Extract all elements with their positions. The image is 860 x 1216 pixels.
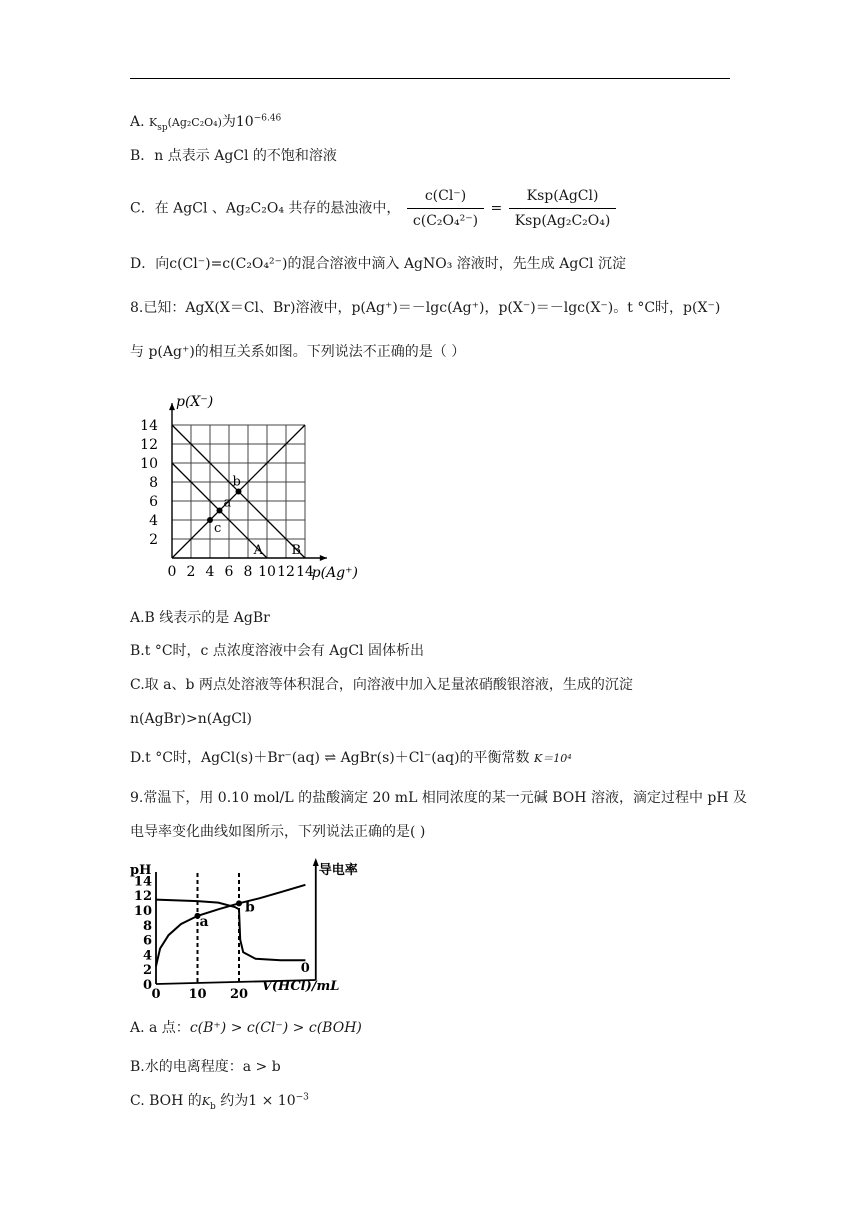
fraction-ion-ratio: $\frac{c(Cl^-)}{\text{c(C₂O₄²⁻)}}$: [407, 186, 484, 231]
y-axis-label: p(X⁻): [176, 394, 214, 410]
point-label: a: [199, 913, 209, 930]
q9-option-b: B.水的电离程度：a > b: [130, 1059, 281, 1075]
x-tick-label: 8: [243, 564, 253, 580]
y-tick-label: 4: [149, 513, 158, 529]
y-tick-label: 8: [142, 918, 152, 934]
y-tick-label: 8: [149, 475, 158, 491]
y-tick-label: 12: [140, 437, 158, 453]
x-tick-label: 0: [167, 564, 177, 580]
point-label: a: [223, 495, 232, 511]
y2-tick-label: 0: [300, 961, 310, 976]
x-axis-label: V(HCl)/mL: [261, 979, 340, 994]
q7-option-c: C．在 AgCl 、Ag₂C₂O₄ 共存的悬浊液中， $\frac{c(Cl^-)}{\text{c(C₂O₄²⁻)}}$ = $\frac{\text{Ksp(AgCl)}}{\text{Ksp(Ag₂C₂O₄)}}$: [130, 186, 618, 231]
y-tick-label: 14: [140, 418, 158, 434]
y-axis-arrow: [169, 403, 175, 410]
x-tick-label: 6: [224, 564, 234, 580]
q8-option-a: A.B 线表示的是 AgBr: [130, 610, 270, 626]
y-tick-label: 12: [133, 889, 152, 905]
data-point: [236, 900, 242, 906]
header-rule: [130, 78, 730, 79]
point-label: c: [214, 521, 222, 536]
q8-option-c-line2: n(AgBr)>n(AgCl): [130, 711, 252, 727]
y-tick-label: 6: [149, 494, 158, 510]
x-axis-label: p(Ag⁺): [311, 565, 359, 581]
x-tick-label: 4: [205, 564, 215, 580]
q7-option-b: B．n 点表示 AgCl 的不饱和溶液: [130, 148, 337, 164]
q8-option-d: D.t °C时，AgCl(s)＋Br⁻(aq) ⇌ AgBr(s)＋Cl⁻(aq)的平衡常数 K＝10⁴: [130, 750, 572, 766]
q8-chart: [130, 378, 446, 594]
data-point: [207, 517, 213, 523]
series-label: A: [253, 543, 263, 558]
x-tick-label: 10: [188, 987, 207, 1002]
q8-option-b: B.t °C时，c 点浓度溶液中会有 AgCl 固体析出: [130, 643, 424, 659]
y-tick-label: 2: [142, 963, 152, 979]
x-tick-label: 14: [296, 564, 314, 580]
q9-option-a: A. a 点：c(B⁺) > c(Cl⁻) > c(BOH): [130, 1020, 362, 1036]
q9-stem-line1: 9.常温下，用 0.10 mol/L 的盐酸滴定 20 mL 相同浓度的某一元碱 BOH 溶液，滴定过程中 pH 及: [130, 790, 748, 806]
y-tick-label: 10: [133, 904, 152, 919]
q8-stem-line1: 8.已知：AgX(X＝Cl、Br)溶液中，p(Ag⁺)＝－lgc(Ag⁺)，p(X⁻)＝－lgc(X⁻)。t °C时，p(X⁻): [130, 300, 721, 316]
y-tick-label: 0: [142, 978, 152, 993]
x-tick-label: 2: [186, 564, 196, 580]
y-tick-label: 4: [142, 948, 152, 964]
q7-option-d: D．向c(Cl⁻)=c(C₂O₄²⁻)的混合溶液中滴入 AgNO₃ 溶液时，先生成 AgCl 沉淀: [130, 256, 626, 272]
x-tick-label: 10: [258, 564, 276, 580]
q9-chart: [126, 852, 366, 1002]
y-tick-label: 14: [133, 874, 152, 890]
x-tick-label: 0: [151, 987, 161, 1002]
x-axis-arrow: [320, 555, 327, 561]
series-label: B: [291, 543, 301, 558]
y-tick-label: 2: [149, 532, 158, 548]
y-axis-label: pH: [130, 863, 152, 878]
q7-option-a: A. $K_{sp}(Ag_2C_2O_4)$为$10^{-6.46}$: [130, 113, 282, 133]
q8-stem-line2: 与 p(Ag⁺)的相互关系如图。下列说法不正确的是（ ）: [130, 344, 466, 360]
q8-option-c-line1: C.取 a、b 两点处溶液等体积混合，向溶液中加入足量浓硝酸银溶液，生成的沉淀: [130, 677, 633, 693]
y-tick-label: 10: [140, 456, 158, 472]
point-label: b: [232, 474, 241, 490]
x-tick-label: 12: [277, 564, 295, 580]
point-label: b: [245, 899, 255, 916]
q9-option-c: C. BOH 的$K_b$ 约为$1 \times 10^{-3}$: [130, 1092, 309, 1112]
series-curve: [156, 885, 305, 966]
y2-axis-label: 导电率: [318, 863, 358, 878]
q9-stem-line2: 电导率变化曲线如图所示，下列说法正确的是( ): [130, 824, 426, 840]
x-tick-label: 20: [229, 987, 249, 1002]
data-point: [217, 508, 223, 514]
y-tick-label: 6: [142, 933, 152, 949]
series-curve: [156, 900, 305, 961]
fraction-ksp-ratio: $\frac{\text{Ksp(AgCl)}}{\text{Ksp(Ag₂C₂O₄)}}$: [509, 186, 617, 231]
